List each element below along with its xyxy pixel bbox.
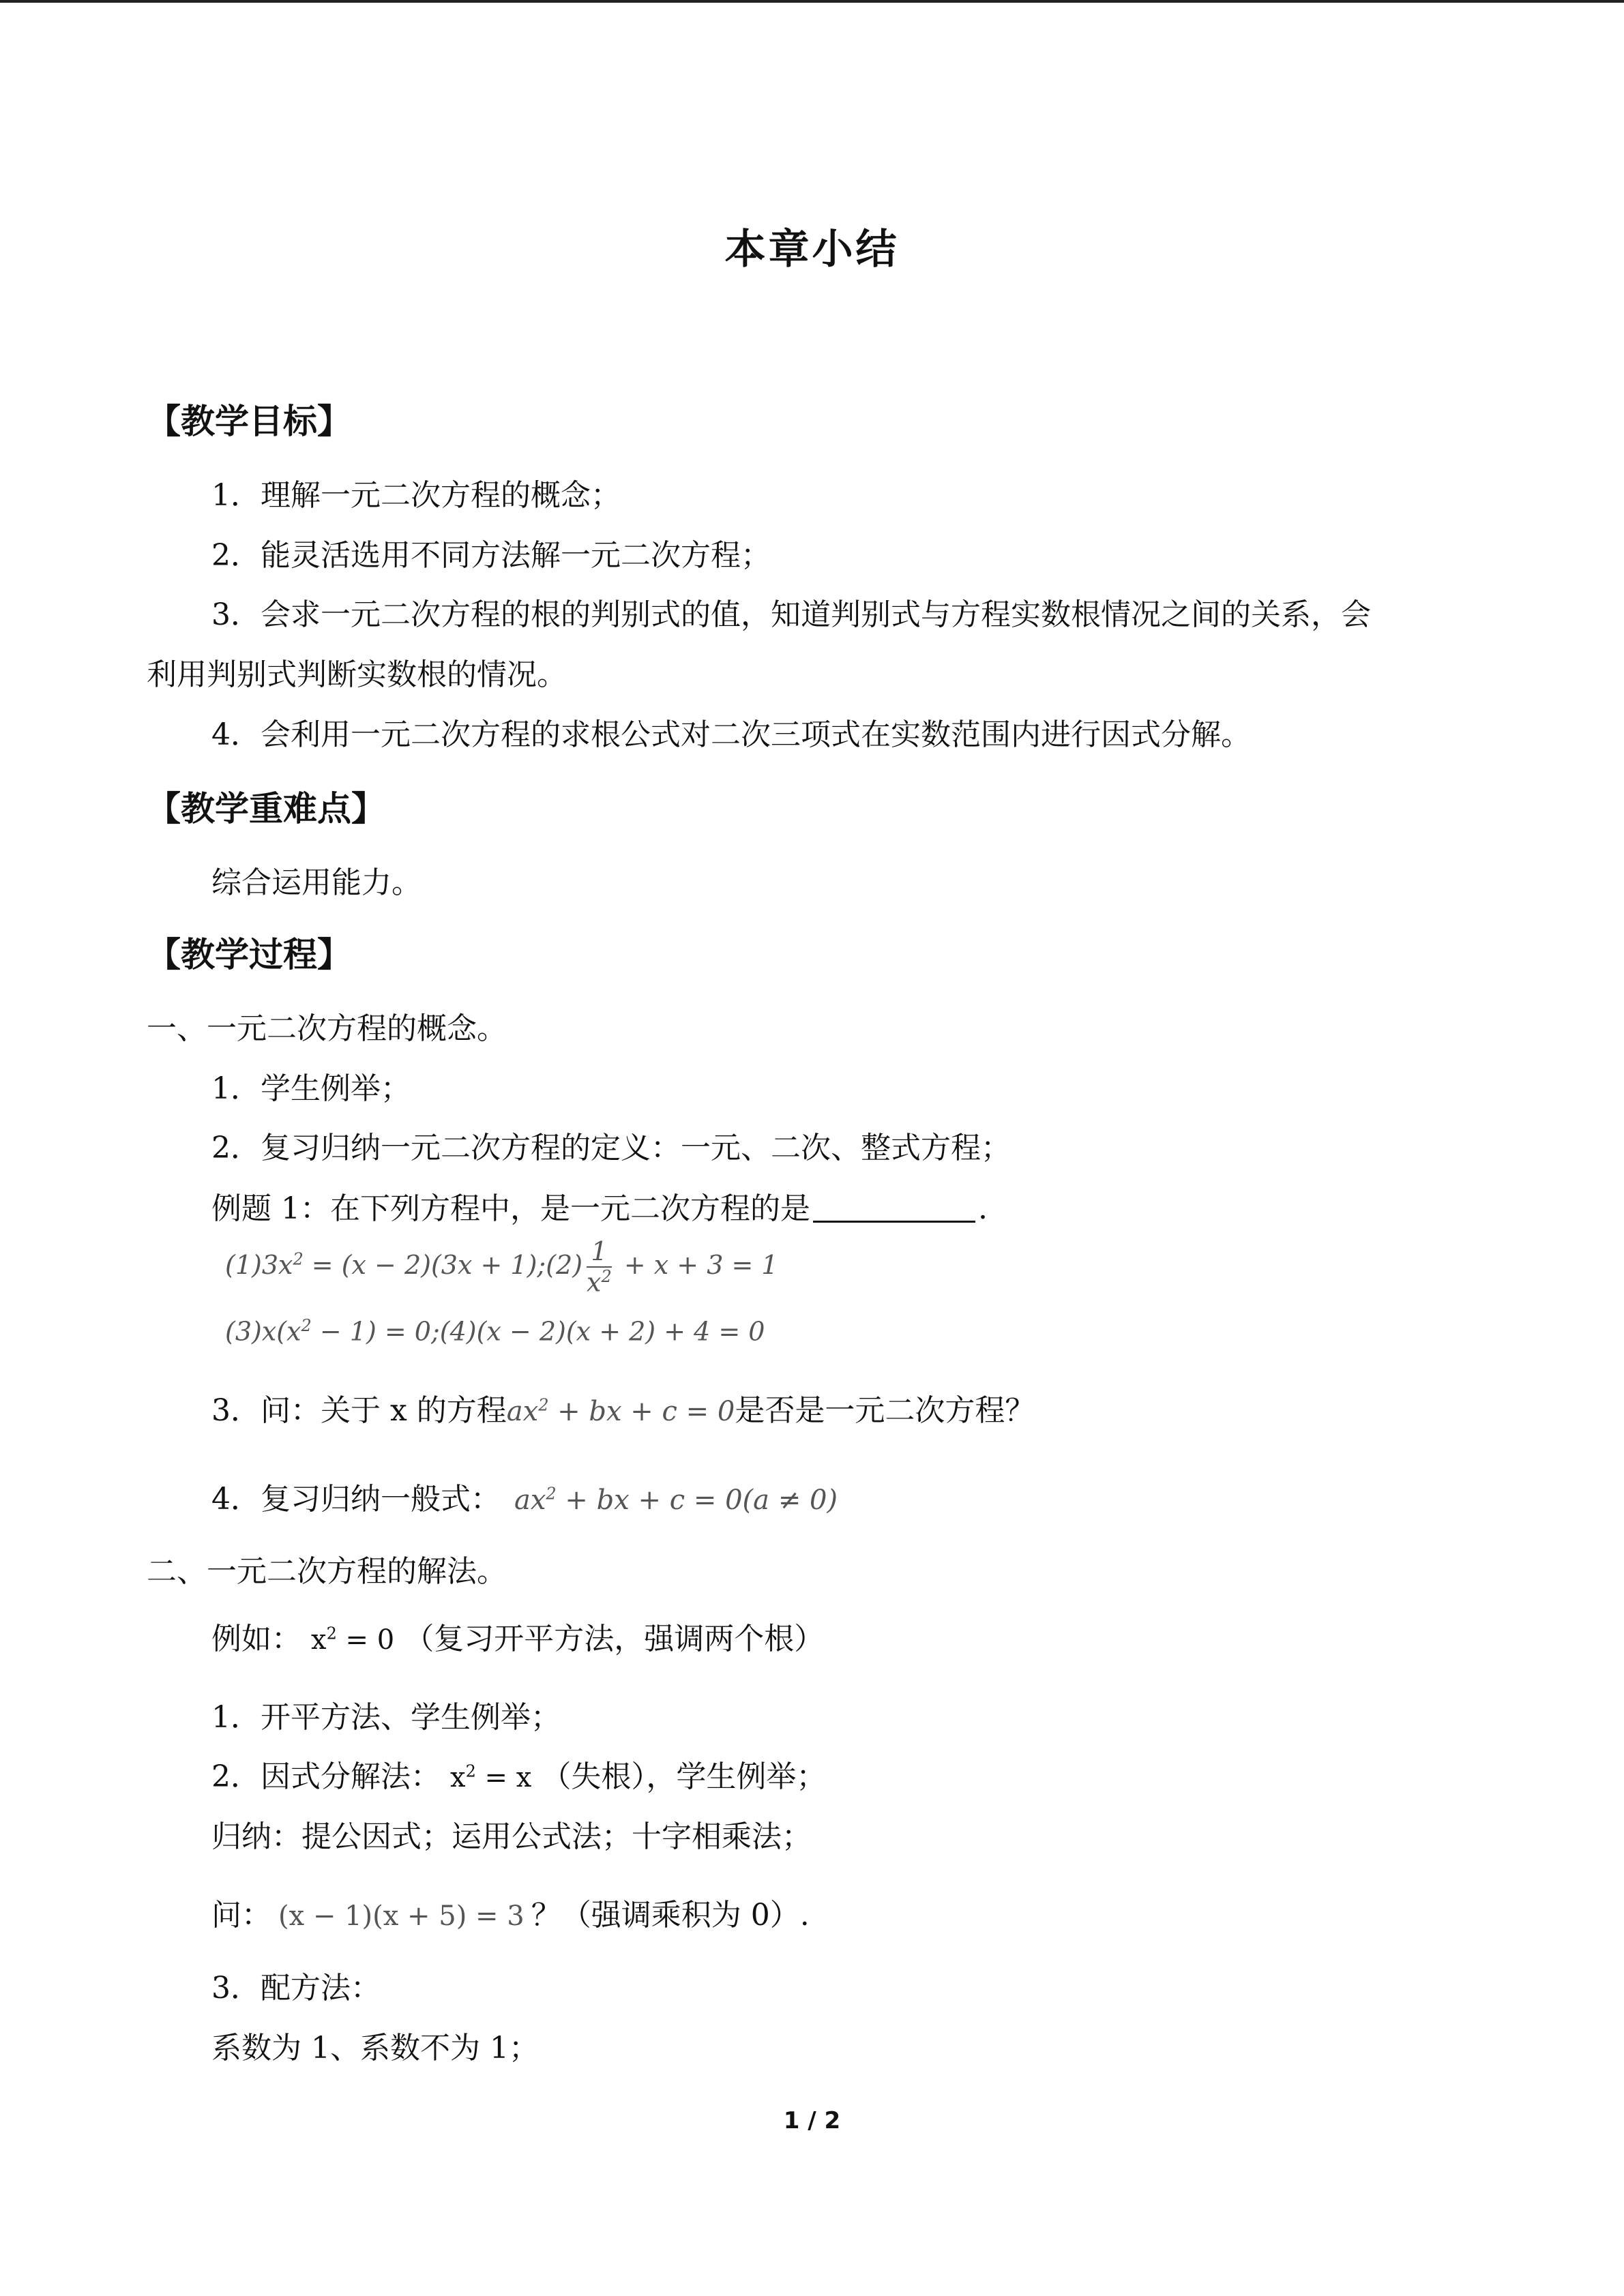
process-heading: 【教学过程】 [147,934,351,974]
fraction: $\frac{1}{x^2}$ [587,1236,612,1298]
key-points-text: 综合运用能力。 [211,865,422,900]
part1-item2: 2．复习归纳一元二次方程的定义：一元、二次、整式方程； [211,1131,1011,1165]
goal-1: 1．理解一元二次方程的概念； [211,478,621,513]
general-form: $ax^2$ + bx + c = 0(a ≠ 0) [514,1484,838,1516]
part1-item1: 1．学生例举； [211,1071,411,1106]
goals-heading: 【教学目标】 [147,401,351,441]
example-1-text: 例题 1：在下列方程中，是一元二次方程的是 [211,1191,810,1226]
part2-example: 例如： $x^2 = 0$ （复习开平方法，强调两个根） [211,1622,825,1656]
part2-item3-detail: 系数为 1、系数不为 1； [211,2031,539,2066]
equation-line-2: $(3)x(x^2 - 1)$ = 0;(4)(x − 2)(x + 2) + 4 = 0 [225,1316,765,1347]
part1-item4: 4．复习归纳一般式： $ax^2$ + bx + c = 0(a ≠ 0) [211,1482,838,1517]
part2-item2: 2．因式分解法： $x^2 = x$ （失根），学生例举； [211,1759,827,1794]
part1-title: 一、一元二次方程的概念。 [147,1011,507,1046]
part2-question: 问： (x − 1)(x + 5) = 3 ？（强调乘积为 0）. [211,1898,810,1933]
part2-summary: 归纳：提公因式；运用公式法；十字相乘法； [211,1819,812,1854]
part2-title: 二、一元二次方程的解法。 [147,1554,507,1589]
goal-4: 4．会利用一元二次方程的求根公式对二次三项式在实数范围内进行因式分解。 [211,717,1251,752]
part1-item3: 3．问：关于 x 的方程$ax^2$ + bx + c = 0是否是一元二次方程？ [211,1393,1035,1428]
example-1: 例题 1：在下列方程中，是一元二次方程的是 . [211,1191,988,1226]
key-points-heading: 【教学重难点】 [147,788,385,829]
top-border [0,0,1624,3]
part2-item3: 3．配方法： [211,1971,381,2006]
goal-3-continued: 利用判别式判断实数根的情况。 [147,657,567,692]
part2-item1: 1．开平方法、学生例举； [211,1700,561,1735]
goal-2: 2．能灵活选用不同方法解一元二次方程； [211,538,771,573]
equation-line-1: $(1)3x^2 = (x - 2)(3x$ + 1);(2) $\frac{1}{x^2}$ + x + 3 = 1 [225,1236,778,1298]
page-title: 本章小结 [724,226,900,273]
page-number: 1 / 2 [783,2107,841,2134]
general-equation: $ax^2$ + bx + c = 0 [506,1395,735,1427]
answer-blank [813,1193,975,1223]
goal-3: 3．会求一元二次方程的根的判别式的值，知道判别式与方程实数根情况之间的关系，会 [211,597,1371,632]
